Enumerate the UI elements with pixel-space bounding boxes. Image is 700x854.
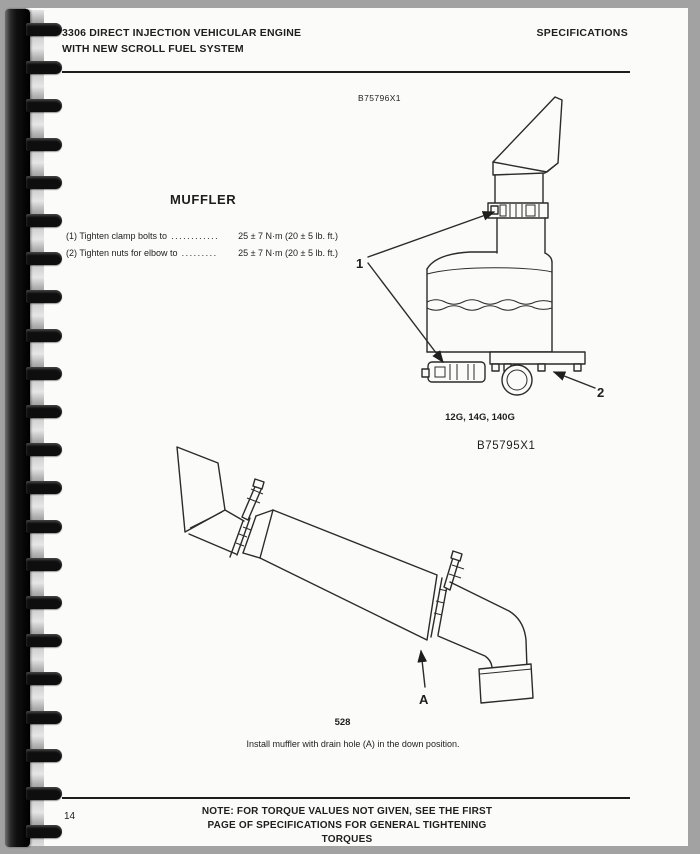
- spec-label: (1) Tighten clamp bolts to: [66, 231, 168, 241]
- callout-2-arrow: [554, 372, 595, 388]
- rain-cap: [493, 97, 562, 172]
- binding-tooth: [26, 252, 62, 265]
- flange-bolt: [574, 364, 581, 371]
- figure1-photo-id: B75796X1: [358, 93, 401, 103]
- footer-rule: [62, 797, 630, 799]
- binding-tooth: [26, 596, 62, 609]
- spec-label: (2) Tighten nuts for elbow to: [66, 248, 178, 258]
- body-wavy-line: [427, 306, 552, 311]
- spec-leader-dots: ............: [171, 231, 220, 241]
- footer-note: [186, 805, 508, 847]
- flange-bolt: [492, 364, 499, 371]
- binding-tooth: [26, 787, 62, 800]
- torque-spec-row: [66, 231, 338, 248]
- binding-tooth: [26, 329, 62, 342]
- binding-tooth: [26, 481, 62, 494]
- figure1-caption: 12G, 14G, 140G: [445, 412, 515, 423]
- binding-tooth: [26, 214, 62, 227]
- binding-tooth: [26, 138, 62, 151]
- footer-note-line2: PAGE OF SPECIFICATIONS FOR GENERAL TIGHTENING TORQUES: [207, 820, 487, 845]
- callout-1-arrow-upper: [368, 212, 494, 257]
- flange-bolt: [538, 364, 545, 371]
- binding-tooth: [26, 23, 62, 36]
- binding-tooth: [26, 61, 62, 74]
- binding-tooth: [26, 672, 62, 685]
- rain-cap: [177, 447, 225, 532]
- page-number: 14: [64, 811, 76, 822]
- figure2-note: Install muffler with drain hole (A) in the down position.: [246, 739, 460, 749]
- torque-spec-list: [66, 231, 338, 265]
- barrel-body: [260, 510, 437, 640]
- binding-tooth: [26, 99, 62, 112]
- page-title-line2: WITH NEW SCROLL FUEL SYSTEM: [62, 43, 244, 55]
- spec-leader-dots: .........: [181, 248, 218, 258]
- body-wavy-line: [427, 300, 552, 305]
- header-rule: [62, 71, 630, 73]
- binding-tooth: [26, 176, 62, 189]
- torque-spec-row: [66, 248, 338, 265]
- section-label: SPECIFICATIONS: [536, 27, 628, 39]
- binding-tooth: [26, 520, 62, 533]
- upper-pipe: [495, 174, 543, 203]
- muffler-heading: MUFFLER: [170, 192, 237, 207]
- binding-tooth: [26, 367, 62, 380]
- elbow-inner: [438, 636, 492, 669]
- figure1-callout-1: 1: [356, 256, 364, 271]
- bottom-flange: [490, 352, 585, 364]
- binding-teeth: [26, 0, 66, 854]
- elbow-outer: [450, 582, 527, 669]
- spec-value: 25 ± 7 N·m (20 ± 5 lb. ft.): [238, 231, 338, 241]
- figure2-photo-id: B75795X1: [477, 440, 536, 452]
- lower-clamp-bolt: [422, 369, 429, 377]
- body-dome: [427, 252, 552, 269]
- binding-tooth: [26, 443, 62, 456]
- clamp1-bands: [230, 516, 256, 557]
- page-title-line1: 3306 DIRECT INJECTION VEHICULAR ENGINE: [62, 27, 302, 39]
- body-dome-seam: [427, 268, 552, 274]
- callout-1-arrow-lower: [368, 263, 443, 362]
- muffler-horizontal-drawing: [133, 441, 557, 721]
- binding-tooth: [26, 634, 62, 647]
- figure1-callout-2: 2: [597, 385, 605, 400]
- page-title: [62, 25, 301, 57]
- figure2-callout-a: A: [419, 692, 429, 707]
- muffler-stack-drawing: [352, 92, 652, 412]
- binding-tooth: [26, 711, 62, 724]
- binding-tooth: [26, 290, 62, 303]
- spec-value: 25 ± 7 N·m (20 ± 5 lb. ft.): [238, 248, 338, 258]
- binding-tooth: [26, 405, 62, 418]
- footer-note-line1: NOTE: FOR TORQUE VALUES NOT GIVEN, SEE THE FIRST: [201, 806, 493, 817]
- binding-tooth: [26, 825, 62, 838]
- binding-tooth: [26, 558, 62, 571]
- binding-tooth: [26, 749, 62, 762]
- figure2-caption: 528: [334, 717, 351, 728]
- lower-pipe: [497, 218, 545, 253]
- callout-a-arrow: [421, 651, 425, 687]
